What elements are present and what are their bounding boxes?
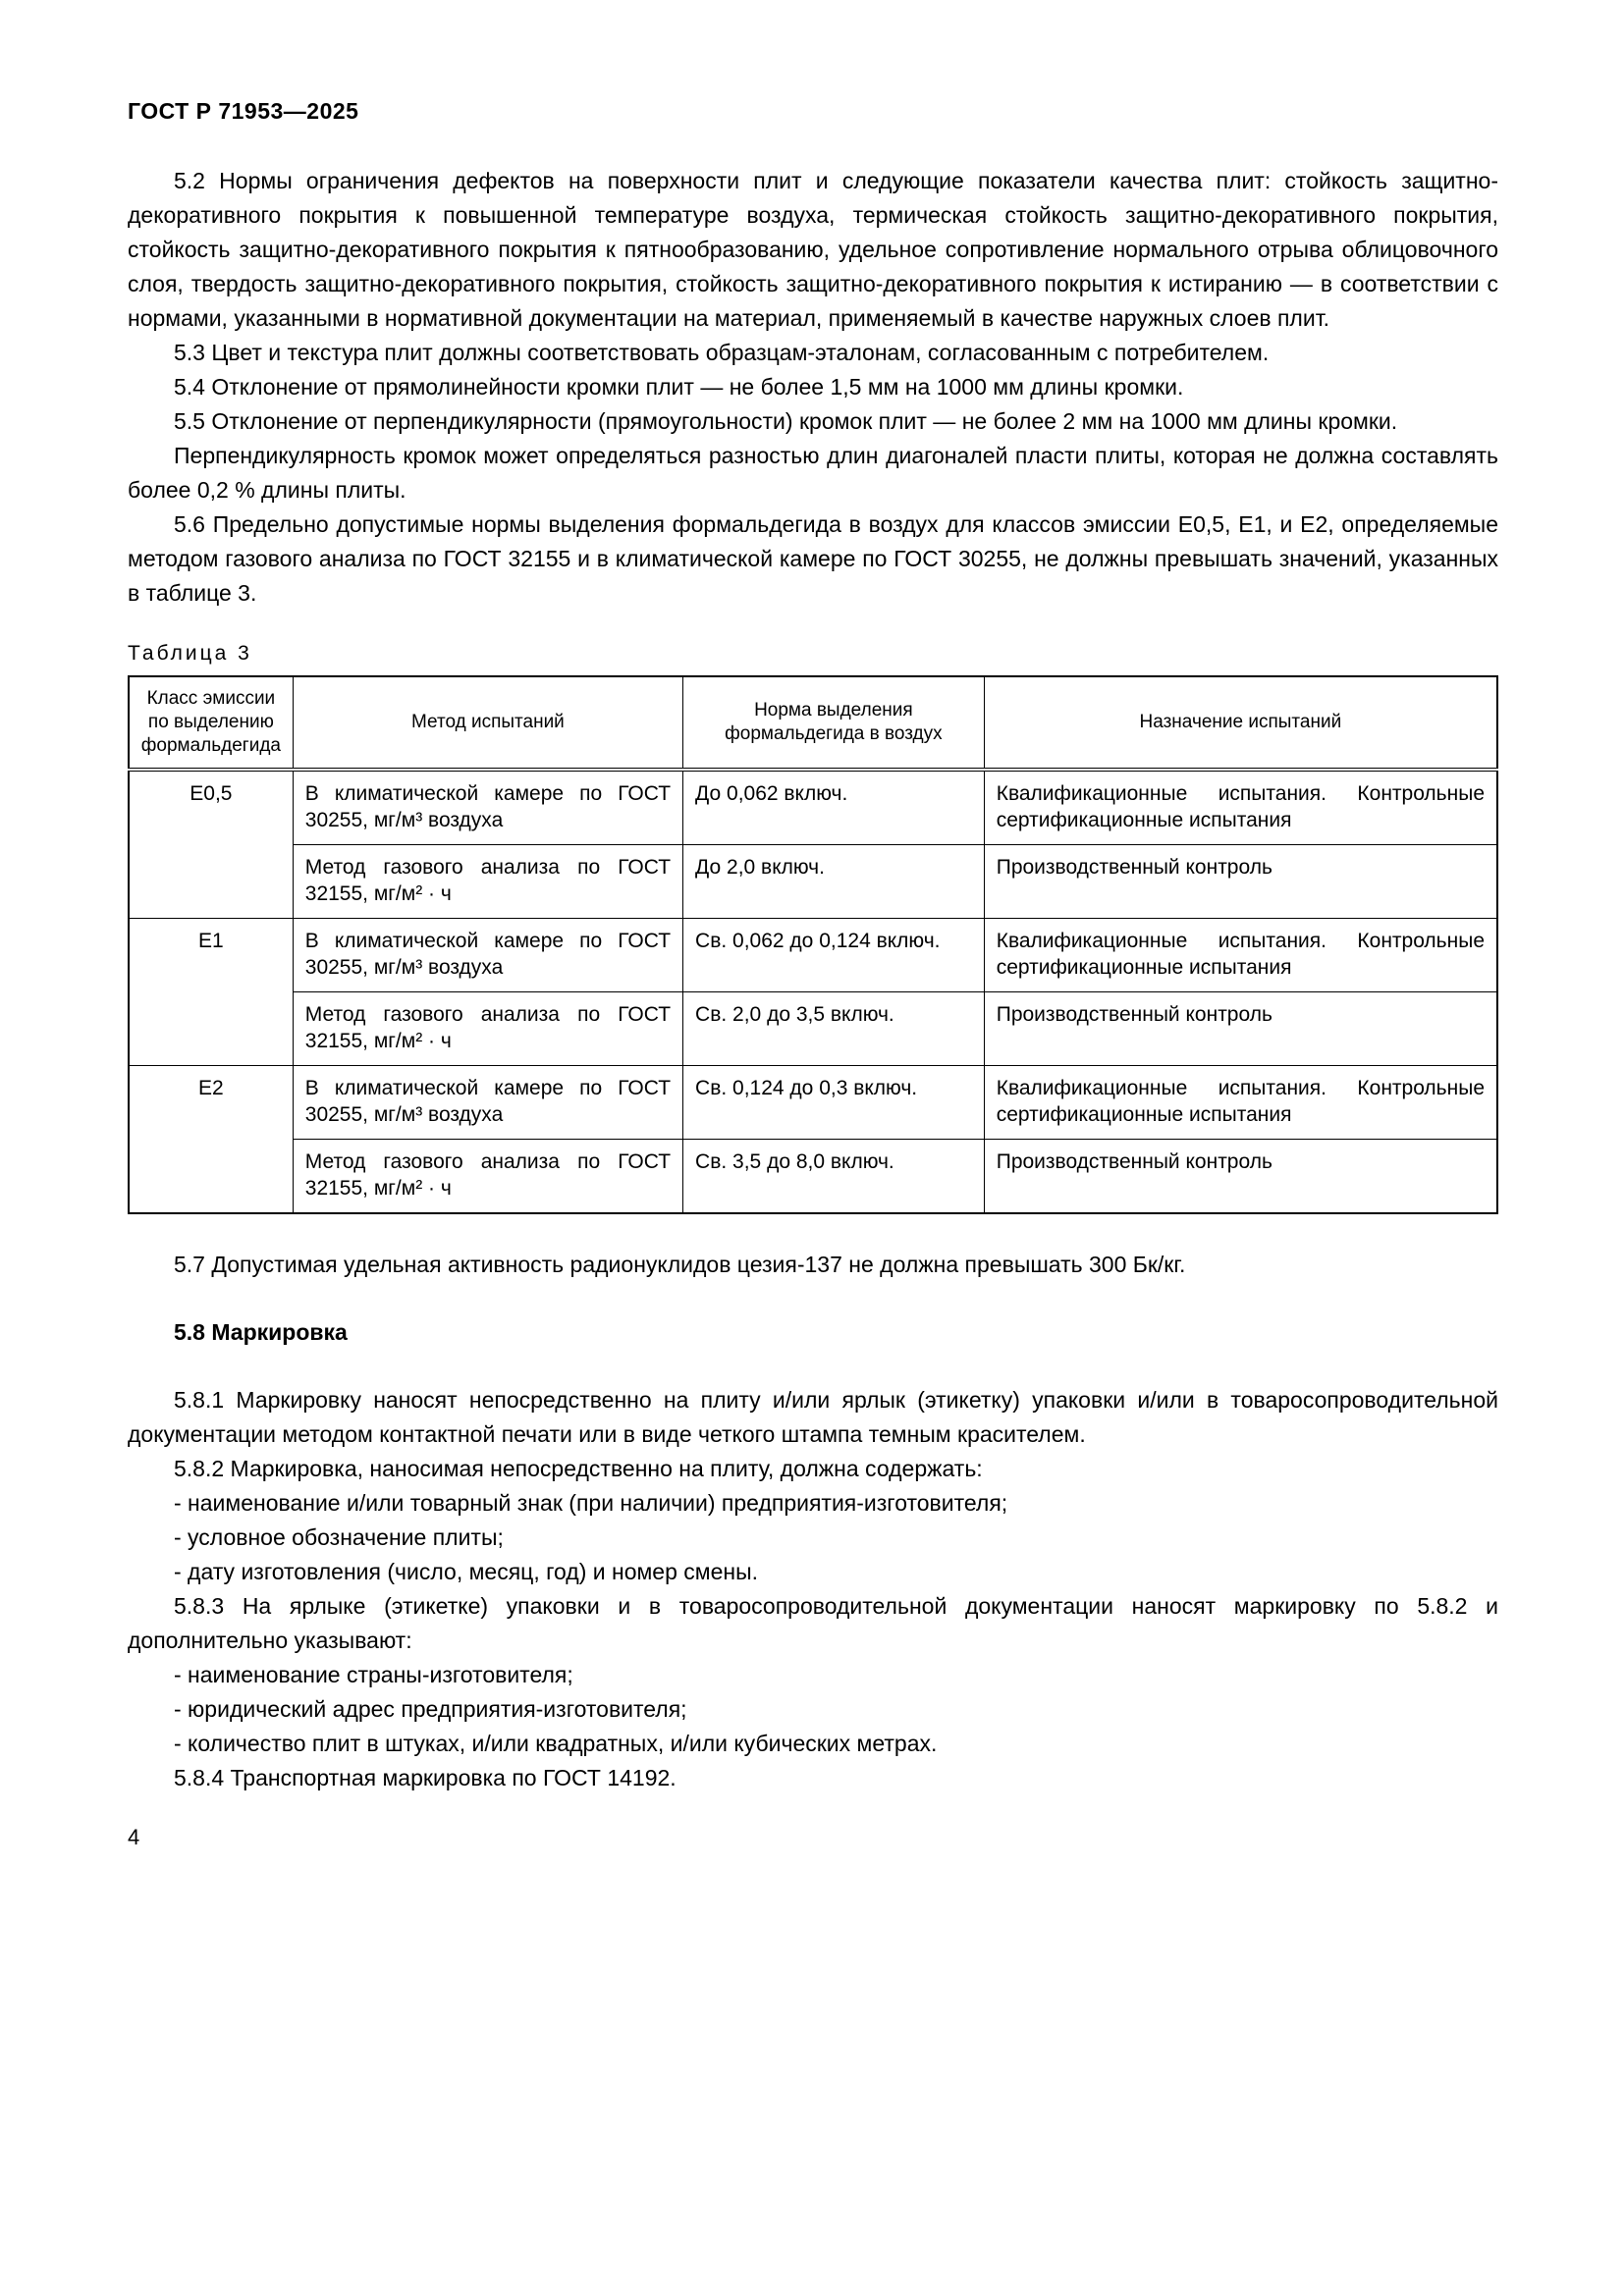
- column-header-emission-class: Класс эмиссии по выделению формальдегида: [129, 676, 293, 770]
- cell-norm: Св. 2,0 до 3,5 включ.: [683, 992, 985, 1066]
- list-item-legal-address: - юридический адрес предприятия-изготовителя;: [174, 1696, 687, 1722]
- list-item-board-designation: - условное обозначение плиты;: [174, 1524, 504, 1550]
- cell-method: В климатической камере по ГОСТ 30255, мг/м³ воздуха: [293, 770, 682, 845]
- list-item-country-name: - наименование страны-изготовителя;: [174, 1662, 573, 1687]
- cell-purpose: Производственный контроль: [984, 992, 1497, 1066]
- paragraph-5-6: 5.6 Предельно допустимые нормы выделения формальдегида в воздух для классов эмиссии Е0,5, Е1, и Е2, определяемые методом газового анализа по ГОСТ 32155 и в климатической камере по ГОСТ 30255, не должны превышать значений, указанных в таблице 3.: [128, 511, 1498, 606]
- paragraph-5-3: 5.3 Цвет и текстура плит должны соответствовать образцам-эталонам, согласованным с потребителем.: [174, 340, 1270, 365]
- table-row-e1-gas: [129, 992, 1497, 1066]
- paragraph-5-8-3: 5.8.3 На ярлыке (этикетке) упаковки и в товаросопроводительной документации наносят маркировку по 5.8.2 и дополнительно указывают:: [128, 1593, 1498, 1653]
- cell-emission-class-e2: Е2: [129, 1066, 293, 1214]
- document-code: ГОСТ Р 71953—2025: [128, 98, 359, 124]
- cell-norm: До 2,0 включ.: [683, 845, 985, 919]
- cell-method: В климатической камере по ГОСТ 30255, мг/м³ воздуха: [293, 1066, 682, 1140]
- table-row-e05-camera: [129, 770, 1497, 845]
- table-row-e05-gas: [129, 845, 1497, 919]
- table-row-e2-gas: [129, 1140, 1497, 1214]
- paragraph-5-5-note: Перпендикулярность кромок может определяться разностью длин диагоналей пласти плиты, которая не должна составлять более 0,2 % длины плиты.: [128, 443, 1498, 503]
- paragraph-5-8-2: 5.8.2 Маркировка, наносимая непосредственно на плиту, должна содержать:: [174, 1456, 983, 1481]
- table-row-e2-camera: [129, 1066, 1497, 1140]
- formaldehyde-emission-table: [128, 675, 1498, 1214]
- page-number: 4: [128, 1825, 140, 1849]
- table-row-e1-camera: [129, 919, 1497, 992]
- paragraph-5-7: 5.7 Допустимая удельная активность радионуклидов цезия-137 не должна превышать 300 Бк/кг.: [174, 1252, 1186, 1277]
- paragraph-5-5: 5.5 Отклонение от перпендикулярности (прямоугольности) кромок плит — не более 2 мм на 1000 мм длины кромки.: [174, 408, 1398, 434]
- heading-5-8: 5.8 Маркировка: [174, 1319, 348, 1345]
- paragraph-5-2: 5.2 Нормы ограничения дефектов на поверхности плит и следующие показатели качества плит: стойкость защитно-декоративного покрытия к повышенной температуре воздуха, термическая стойкость защитно-декоративного покрытия, стойкость защитно-декоративного покрытия к пятнообразованию, удельное сопротивление нормального отрыва облицовочного слоя, твердость защитно-декоративного покрытия, стойкость защитно-декоративного покрытия к истиранию — в соответствии с нормами, указанными в нормативной документации на материал, применяемый в качестве наружных слоев плит.: [128, 168, 1498, 331]
- list-item-manufacturer-name: - наименование и/или товарный знак (при наличии) предприятия-изготовителя;: [174, 1490, 1008, 1516]
- cell-method: Метод газового анализа по ГОСТ 32155, мг/м² · ч: [293, 845, 682, 919]
- cell-purpose: Производственный контроль: [984, 1140, 1497, 1214]
- list-item-board-quantity: - количество плит в штуках, и/или квадратных, и/или кубических метрах.: [174, 1731, 938, 1756]
- column-header-test-method: Метод испытаний: [293, 676, 682, 770]
- paragraph-5-8-1: 5.8.1 Маркировку наносят непосредственно на плиту и/или ярлык (этикетку) упаковки и/или в товаросопроводительной документации методом контактной печати или в виде четкого штампа темным красителем.: [128, 1387, 1498, 1447]
- cell-norm: Св. 3,5 до 8,0 включ.: [683, 1140, 985, 1214]
- cell-norm: До 0,062 включ.: [683, 770, 985, 845]
- table-header-row: [129, 676, 1497, 770]
- cell-method: Метод газового анализа по ГОСТ 32155, мг/м² · ч: [293, 992, 682, 1066]
- cell-method: В климатической камере по ГОСТ 30255, мг/м³ воздуха: [293, 919, 682, 992]
- cell-purpose: Производственный контроль: [984, 845, 1497, 919]
- cell-norm: Св. 0,062 до 0,124 включ.: [683, 919, 985, 992]
- cell-purpose: Квалификационные испытания. Контрольные сертификационные испытания: [984, 1066, 1497, 1140]
- paragraph-5-4: 5.4 Отклонение от прямолинейности кромки плит — не более 1,5 мм на 1000 мм длины кромки.: [174, 374, 1184, 400]
- list-item-manufacture-date: - дату изготовления (число, месяц, год) и номер смены.: [174, 1559, 759, 1584]
- cell-norm: Св. 0,124 до 0,3 включ.: [683, 1066, 985, 1140]
- cell-purpose: Квалификационные испытания. Контрольные сертификационные испытания: [984, 770, 1497, 845]
- cell-method: Метод газового анализа по ГОСТ 32155, мг/м² · ч: [293, 1140, 682, 1214]
- table-caption: Таблица 3: [128, 642, 252, 665]
- cell-emission-class-e1: Е1: [129, 919, 293, 1066]
- cell-purpose: Квалификационные испытания. Контрольные сертификационные испытания: [984, 919, 1497, 992]
- cell-emission-class-e05: Е0,5: [129, 770, 293, 919]
- column-header-emission-norm: Норма выделения формальдегида в воздух: [683, 676, 985, 770]
- paragraph-5-8-4: 5.8.4 Транспортная маркировка по ГОСТ 14192.: [174, 1765, 677, 1790]
- column-header-test-purpose: Назначение испытаний: [984, 676, 1497, 770]
